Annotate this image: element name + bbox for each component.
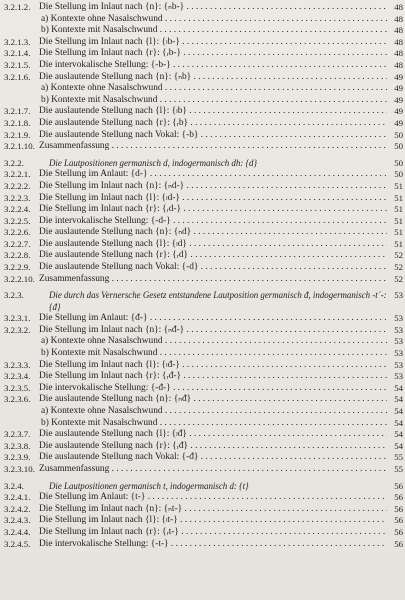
entry-title: Die auslautende Stellung nach {r}: {ᵣb} . . . [39,118,387,130]
section-number: 3.2.1.3. [4,36,31,47]
section-number: 3.2.2. [4,157,24,168]
section-number: 3.2.3.8. [4,440,31,451]
toc-subentry[interactable] [0,25,405,37]
entry-title: Die intervokalische Stellung: {-d-} . . . [39,216,387,228]
page-number: 51 [394,204,403,215]
page-number: 53 [394,348,403,359]
toc-subentry[interactable] [0,348,405,360]
entry-title: a) Kontexte ohne Nasalschwund . . . [41,14,387,26]
toc-entry[interactable] [0,360,405,372]
section-number: 3.2.2.7. [4,238,31,249]
toc-entry[interactable] [0,60,405,72]
section-number: 3.2.2.10. [4,273,35,284]
toc-entry[interactable] [0,527,405,539]
section-number: 3.2.3. [4,290,24,301]
toc-section-heading[interactable] [0,158,405,170]
entry-title: Zusammenfassung . . . [39,141,387,153]
toc-entry[interactable] [0,216,405,228]
toc-entry[interactable] [0,492,405,504]
section-number: 3.2.2.6. [4,227,31,238]
entry-title: Die Stellung im Inlaut nach {r}: {ᵣb-} . . . [39,48,387,60]
entry-title: Die Stellung im Inlaut nach {l}: {ₗt-} . . . [39,515,387,527]
page-number: 54 [394,406,403,416]
page-number: 52 [394,273,403,284]
page-number: 55 [394,452,403,463]
entry-title: Die auslautende Stellung nach {l}: {ₗb} . . . [39,106,387,118]
page-number: 49 [394,117,403,128]
toc-entry[interactable] [0,37,405,49]
entry-title: a) Kontexte ohne Nasalschwund . . . [41,83,387,95]
page-number: 54 [394,394,403,405]
section-number: 3.2.3.9. [4,452,31,463]
toc-entry[interactable] [0,383,405,395]
section-number: 3.2.3.2. [4,324,31,335]
page-number: 56 [394,538,403,549]
toc-subentry[interactable] [0,406,405,418]
toc-entry[interactable] [0,325,405,337]
toc-entry[interactable] [0,250,405,262]
entry-title: a) Kontexte ohne Nasalschwund . . . [41,406,387,418]
entry-title: Die auslautende Stellung nach {n}: {ₙb} . . . [39,72,387,84]
section-number: 3.2.1.7. [4,106,31,117]
entry-title: b) Kontexte mit Nasalschwund . . . [41,95,387,107]
entry-title: Die intervokalische Stellung: {-b-} . . . [39,60,387,72]
page-number: 55 [394,463,403,474]
toc-subentry[interactable] [0,14,405,26]
page-number: 50 [394,129,403,140]
section-number: 3.2.3.1. [4,313,31,324]
toc-subentry[interactable] [0,418,405,430]
section-number: 3.2.4.5. [4,538,31,549]
page-number: 49 [394,83,403,94]
toc-entry[interactable] [0,274,405,286]
section-number: 3.2.1.10. [4,141,35,152]
page-number: 51 [394,192,403,203]
section-number: 3.2.2.4. [4,204,31,215]
toc-entry[interactable] [0,239,405,251]
entry-title: Die Stellung im Inlaut nach {n}: {ₙt-} . . . [39,504,387,516]
section-number: 3.2.4. [4,480,24,491]
toc-entry[interactable] [0,141,405,153]
section-number: 3.2.4.3. [4,515,31,526]
section-number: 3.2.2.9. [4,262,31,273]
toc-entry[interactable] [0,227,405,239]
entry-title: Die Stellung im Anlaut: {d-} . . . [39,169,387,181]
entry-title: Die auslautende Stellung nach {l}: {ₗd} . . . [39,239,387,251]
page-number: 53 [394,336,403,347]
section-number: 3.2.2.3. [4,192,31,203]
section-number: 3.2.4.1. [4,492,31,503]
toc-entry[interactable] [0,464,405,476]
entry-title: Zusammenfassung . . . [39,274,387,286]
entry-title: Die auslautende Stellung nach Vokal: {-d} . . . [39,262,387,274]
entry-title: Die Stellung im Anlaut: {đ-} . . . [39,313,387,325]
toc-entry[interactable] [0,371,405,383]
toc-entry[interactable] [0,452,405,464]
toc-entry[interactable] [0,504,405,516]
section-number: 3.2.1.5. [4,59,31,70]
entry-title: Die auslautende Stellung nach {r}: {ᵣd} . . . [39,250,387,262]
table-of-contents [0,2,405,550]
toc-subentry[interactable] [0,336,405,348]
page-number: 53 [394,371,403,382]
page-number: 54 [394,440,403,451]
entry-title: b) Kontexte mit Nasalschwund . . . [41,418,387,430]
page-number: 49 [394,94,403,105]
page-number: 48 [394,48,403,59]
page-number: 52 [394,250,403,261]
page-number: 53 [394,290,403,301]
entry-title: Die Stellung im Inlaut nach {l}: {ₗđ-} . . . [39,360,387,372]
section-number: 3.2.3.6. [4,394,31,405]
entry-title: a) Kontexte ohne Nasalschwund . . . [41,336,387,348]
entry-title: Die auslautende Stellung nach Vokal: {-b} . . . [39,130,387,142]
page-number: 48 [394,25,403,36]
entry-title: Die auslautende Stellung nach Vokal: {-đ} . . . [39,452,387,464]
section-number: 3.2.1.8. [4,117,31,128]
page-number: 53 [394,324,403,335]
entry-title: Die Stellung im Anlaut: {t-} . . . [39,492,387,504]
toc-entry[interactable] [0,130,405,142]
section-number: 3.2.2.8. [4,250,31,261]
toc-entry[interactable] [0,2,405,14]
section-number: 3.2.1.4. [4,48,31,59]
entry-title: Die Lautpositionen germanisch t, indogermanisch d: {t} [49,480,249,491]
toc-entry[interactable] [0,48,405,60]
entry-title: Die Stellung im Inlaut nach {r}: {ᵣđ-} . . . [39,371,387,383]
section-number: 3.2.1.6. [4,71,31,82]
page-number: 49 [394,71,403,82]
section-number: 3.2.4.4. [4,526,31,537]
page-number: 50 [394,169,403,180]
section-number: 3.2.1.9. [4,129,31,140]
page-number: 49 [394,106,403,117]
toc-section-heading[interactable] [0,481,405,493]
entry-title: Die Stellung im Inlaut nach {l}: {ₗd-} . . . [39,193,387,205]
toc-subentry[interactable] [0,95,405,107]
section-number: 3.2.2.2. [4,180,31,191]
toc-entry[interactable] [0,262,405,274]
entry-title: Die Stellung im Inlaut nach {n}: {ₙđ-} . . . [39,325,387,337]
section-number: 3.2.4.2. [4,503,31,514]
entry-title: Die durch das Vernersche Gesetz entstandene Lautposition germanisch đ, indogermanisch -t´-: {đ} [49,290,387,312]
toc-entry[interactable] [0,539,405,551]
section-number: 3.2.3.7. [4,429,31,440]
page-number: 51 [394,238,403,249]
toc-entry[interactable] [0,429,405,441]
page-number: 56 [394,526,403,537]
page-number: 48 [394,13,403,24]
section-number: 3.2.2.1. [4,169,31,180]
section-number: 3.2.2.5. [4,215,31,226]
toc-entry[interactable] [0,313,405,325]
toc-entry[interactable] [0,169,405,181]
entry-title: Die Lautpositionen germanisch d, indogermanisch dh: {d} [49,157,258,168]
page-number: 56 [394,503,403,514]
section-number: 3.2.3.10. [4,463,35,474]
page-number: 53 [394,313,403,324]
page-number: 51 [394,180,403,191]
page-number: 48 [394,59,403,70]
page-number: 56 [394,492,403,503]
page-number: 50 [394,141,403,152]
page-number: 52 [394,262,403,273]
section-number: 3.2.3.4. [4,371,31,382]
toc-entry[interactable] [0,441,405,453]
page-number: 51 [394,227,403,238]
page-number: 48 [394,36,403,47]
page-number: 54 [394,417,403,428]
entry-title: Die auslautende Stellung nach {n}: {ₙđ} . . . [39,394,387,406]
page-number: 54 [394,382,403,393]
entry-title: Die Stellung im Inlaut nach {l}: {ₗb-} . . . [39,37,387,49]
entry-title: Die auslautende Stellung nach {l}: {ₗđ} . . . [39,429,387,441]
page-number: 56 [394,515,403,526]
toc-entry[interactable] [0,193,405,205]
toc-entry[interactable] [0,181,405,193]
toc-entry[interactable] [0,118,405,130]
toc-entry[interactable] [0,106,405,118]
section-number: 3.2.3.3. [4,359,31,370]
toc-section-heading[interactable] [0,290,405,313]
entry-title: Die auslautende Stellung nach {n}: {ₙd} . . . [39,227,387,239]
page-number: 54 [394,429,403,440]
entry-title: b) Kontexte mit Nasalschwund . . . [41,25,387,37]
page-number: 53 [394,359,403,370]
entry-title: Die auslautende Stellung nach {r}: {ᵣđ} . . . [39,441,387,453]
section-number: 3.2.1.2. [4,2,31,12]
entry-title: Zusammenfassung . . . [39,464,387,476]
page-number: 51 [394,215,403,226]
toc-subentry[interactable] [0,83,405,95]
toc-entry[interactable] [0,394,405,406]
entry-title: b) Kontexte mit Nasalschwund . . . [41,348,387,360]
section-number: 3.2.3.5. [4,382,31,393]
entry-title: Die intervokalische Stellung: {-đ-} . . . [39,383,387,395]
toc-entry[interactable] [0,204,405,216]
entry-title: Die Stellung im Inlaut nach {n}: {ₙb-} . . . [39,2,387,14]
entry-title: Die Stellung im Inlaut nach {r}: {ᵣd-} . . . [39,204,387,216]
page-number: 48 [394,2,403,12]
toc-entry[interactable] [0,72,405,84]
entry-title: Die intervokalische Stellung: {-t-} . . . [39,539,387,551]
entry-title: Die Stellung im Inlaut nach {n}: {ₙd-} . . . [39,181,387,193]
entry-title: Die Stellung im Inlaut nach {r}: {ᵣt-} . . . [39,527,387,539]
toc-entry[interactable] [0,515,405,527]
page-number: 50 [394,157,403,168]
page-number: 56 [394,480,403,491]
